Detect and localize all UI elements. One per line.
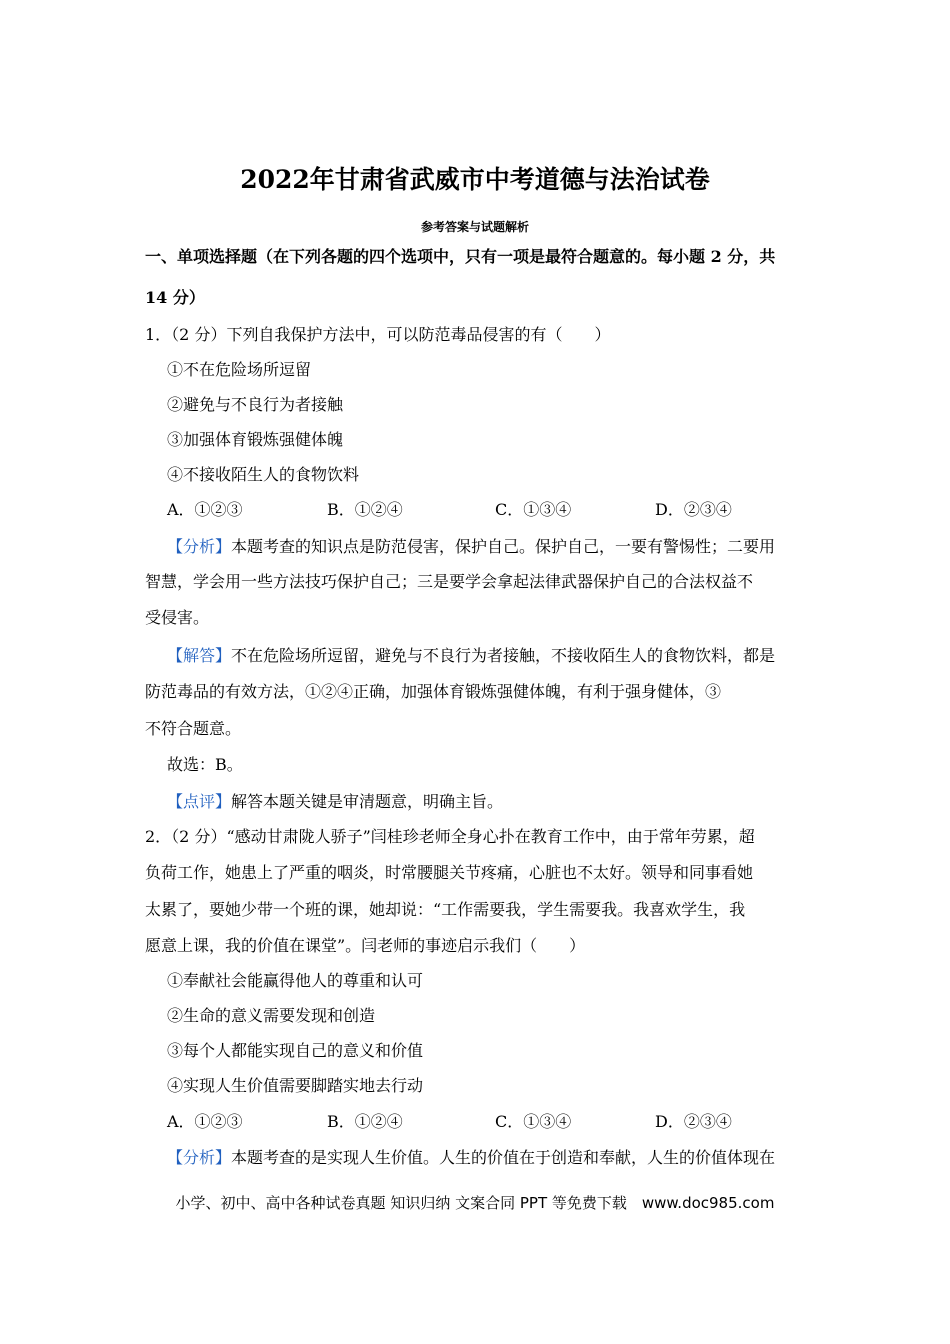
question-1-analysis: 【分析】本题考查的知识点是防范侵害，保护自己。保护自己，一要有警惕性；二要用: [167, 537, 776, 556]
question-2-option-c: C．①③④: [495, 1112, 572, 1131]
section-heading: 一、单项选择题（在下列各题的四个选项中，只有一项是最符合题意的。每小题 2 分，共: [145, 247, 776, 266]
question-1-answer-cont: 不符合题意。: [145, 719, 242, 738]
answer-tag: 【解答】: [167, 646, 232, 665]
question-1-choice: 故选：B。: [167, 755, 243, 774]
question-2-item: ④实现人生价值需要脚踏实地去行动: [167, 1076, 424, 1095]
question-2-stem-cont: 太累了，要她少带一个班的课，她却说：“工作需要我，学生需要我。我喜欢学生，我: [145, 900, 746, 919]
question-2-item: ②生命的意义需要发现和创造: [167, 1006, 376, 1025]
question-1-analysis-cont: 受侵害。: [145, 608, 210, 627]
question-2-option-b: B．①②④: [327, 1112, 403, 1131]
question-1-stem: 1．（2 分）下列自我保护方法中，可以防范毒品侵害的有（ ）: [145, 325, 611, 344]
question-2-stem-cont: 负荷工作，她患上了严重的咽炎，时常腰腿关节疼痛，心脏也不太好。领导和同事看她: [145, 863, 754, 882]
question-2-item: ①奉献社会能赢得他人的尊重和认可: [167, 971, 424, 990]
question-1-analysis-cont: 智慧，学会用一些方法技巧保护自己；三是要学会拿起法律武器保护自己的合法权益不: [145, 572, 754, 591]
question-2-stem-cont: 愿意上课，我的价值在课堂”。闫老师的事迹启示我们（ ）: [145, 936, 586, 955]
section-heading-cont: 14 分）: [145, 288, 205, 307]
question-1-answer-cont: 防范毒品的有效方法，①②④正确，加强体育锻炼强健体魄，有利于强身健体，③: [145, 682, 722, 701]
question-1-option-d: D．②③④: [655, 500, 732, 519]
question-1-item: ①不在危险场所逗留: [167, 360, 312, 379]
question-1-item: ②避免与不良行为者接触: [167, 395, 344, 414]
question-1-answer: 【解答】不在危险场所逗留，避免与不良行为者接触，不接收陌生人的食物饮料，都是: [167, 646, 776, 665]
page-subtitle: 参考答案与试题解析: [420, 220, 529, 234]
page-footer: 小学、初中、高中各种试卷真题 知识归纳 文案合同 PPT 等免费下载 www.doc985.com: [175, 1194, 775, 1212]
analysis-tag: 【分析】: [167, 1148, 232, 1167]
analysis-tag: 【分析】: [167, 537, 232, 556]
question-2-item: ③每个人都能实现自己的意义和价值: [167, 1041, 424, 1060]
comment-tag: 【点评】: [167, 792, 232, 811]
question-1-option-b: B．①②④: [327, 500, 403, 519]
page-title: 2022年甘肃省武威市中考道德与法治试卷: [240, 165, 710, 194]
question-2-option-d: D．②③④: [655, 1112, 732, 1131]
question-1-item: ③加强体育锻炼强健体魄: [167, 430, 344, 449]
question-1-comment: 【点评】解答本题关键是审清题意，明确主旨。: [167, 792, 504, 811]
question-1-option-c: C．①③④: [495, 500, 572, 519]
question-2-option-a: A．①②③: [167, 1112, 243, 1131]
question-2-stem: 2．（2 分）“感动甘肃陇人骄子”闫桂珍老师全身心扑在教育工作中，由于常年劳累，超: [145, 827, 755, 846]
question-1-item: ④不接收陌生人的食物饮料: [167, 465, 360, 484]
question-2-analysis: 【分析】本题考查的是实现人生价值。人生的价值在于创造和奉献，人生的价值体现在: [167, 1148, 776, 1167]
question-1-option-a: A．①②③: [167, 500, 243, 519]
